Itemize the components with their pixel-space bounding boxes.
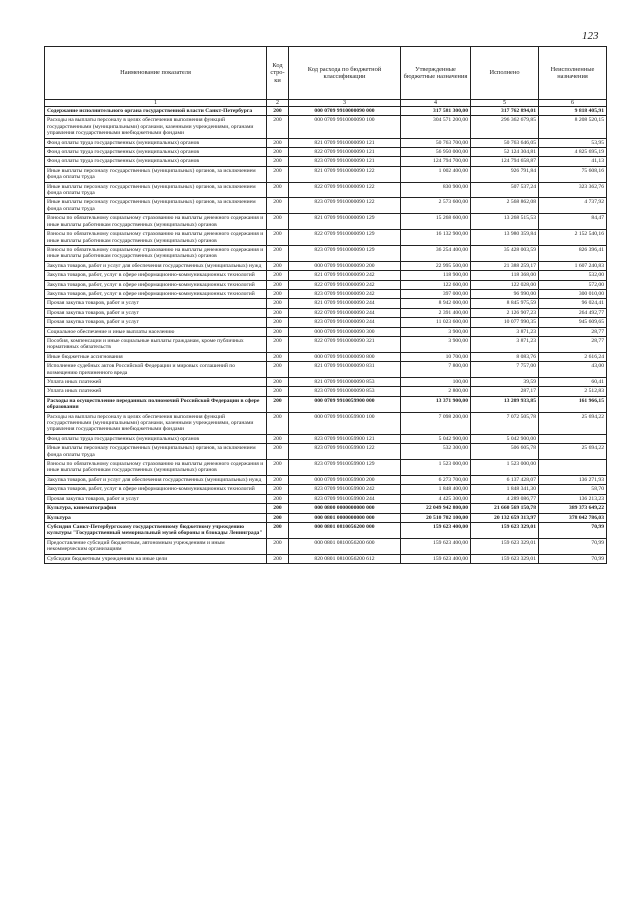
row-unexecuted: 389 373 649,22 — [539, 504, 607, 513]
row-executed: 5 042 900,00 — [471, 434, 539, 443]
row-name: Прочая закупка товаров, работ и услуг — [45, 299, 267, 308]
row-expense-code: 821 0709 9910000090 244 — [289, 299, 401, 308]
row-expense-code: 823 0709 9910059900 121 — [289, 434, 401, 443]
row-line-code: 200 — [267, 460, 289, 476]
row-expense-code: 821 0709 9910000090 853 — [289, 378, 401, 387]
row-name: Иные выплаты персоналу государственных (муниципальных) органов, за исключением фонда оплаты труда — [45, 182, 267, 198]
column-numbers-row — [45, 100, 607, 107]
row-expense-code: 821 0709 9910000090 121 — [289, 138, 401, 147]
row-unexecuted — [539, 460, 607, 476]
row-line-code: 200 — [267, 230, 289, 246]
row-line-code: 200 — [267, 504, 289, 513]
row-line-code: 200 — [267, 522, 289, 538]
row-name: Закупка товаров, работ и услуг для обеспечения государственных (муниципальных) нужд — [45, 261, 267, 270]
row-line-code: 200 — [267, 245, 289, 261]
row-executed: 21 660 569 150,78 — [471, 504, 539, 513]
row-approved: 159 623 400,00 — [401, 554, 471, 563]
row-executed: 122 028,00 — [471, 280, 539, 289]
header-unexecuted: Неисполненные назначения — [539, 47, 607, 100]
row-line-code: 200 — [267, 299, 289, 308]
row-expense-code: 823 0709 9910000090 121 — [289, 157, 401, 166]
row-unexecuted: 41,13 — [539, 157, 607, 166]
row-executed: 13 268 515,53 — [471, 214, 539, 230]
row-expense-code: 823 0709 9910000090 853 — [289, 387, 401, 396]
header-name: Наименование показателя — [45, 47, 267, 100]
row-name: Расходы на выплаты персоналу в целях обеспечения выполнения функций государственными (муниципальными) органами, казенными учреждениями, органами управления государственными внебюджетными фондами — [45, 116, 267, 138]
table-row — [45, 289, 607, 298]
column-number: 6 — [539, 100, 607, 107]
row-name: Фонд оплаты труда государственных (муниципальных) органов — [45, 157, 267, 166]
row-name: Закупка товаров, работ, услуг в сфере информационно-коммуникационных технологий — [45, 271, 267, 280]
row-expense-code: 823 0709 9910059900 242 — [289, 485, 401, 494]
row-executed: 13 980 359,84 — [471, 230, 539, 246]
row-expense-code: 000 0709 9910000090 200 — [289, 261, 401, 270]
row-name: Закупка товаров, работ, услуг в сфере информационно-коммуникационных технологий — [45, 280, 267, 289]
row-executed: 159 623 329,01 — [471, 538, 539, 554]
row-approved: 5 042 900,00 — [401, 434, 471, 443]
row-executed: 3 871,23 — [471, 327, 539, 336]
table-row — [45, 327, 607, 336]
row-unexecuted: 28,77 — [539, 336, 607, 352]
row-line-code: 200 — [267, 387, 289, 396]
row-unexecuted: 4 825 695,19 — [539, 148, 607, 157]
table-row — [45, 148, 607, 157]
table-header — [45, 47, 607, 100]
row-unexecuted: 323 362,76 — [539, 182, 607, 198]
table-row — [45, 230, 607, 246]
row-line-code: 200 — [267, 412, 289, 434]
row-approved: 1 848 400,00 — [401, 485, 471, 494]
row-expense-code: 821 0709 9910000090 129 — [289, 214, 401, 230]
row-name: Прочая закупка товаров, работ и услуг — [45, 494, 267, 503]
row-expense-code: 000 0709 9910059900 100 — [289, 412, 401, 434]
table-row — [45, 362, 607, 378]
row-approved: 10 700,00 — [401, 352, 471, 361]
row-line-code: 200 — [267, 494, 289, 503]
budget-execution-table — [44, 46, 607, 564]
table-row — [45, 444, 607, 460]
row-expense-code: 822 0709 9910000090 321 — [289, 336, 401, 352]
row-expense-code: 821 0709 9910000090 831 — [289, 362, 401, 378]
table-row — [45, 336, 607, 352]
row-line-code: 200 — [267, 166, 289, 182]
row-executed: 124 794 658,87 — [471, 157, 539, 166]
row-approved: 4 425 300,00 — [401, 494, 471, 503]
table-row — [45, 554, 607, 563]
table-row — [45, 538, 607, 554]
row-line-code: 200 — [267, 434, 289, 443]
table-row — [45, 299, 607, 308]
row-expense-code: 823 0709 9910000090 129 — [289, 245, 401, 261]
table-row — [45, 412, 607, 434]
row-line-code: 200 — [267, 182, 289, 198]
row-executed: 506 605,78 — [471, 444, 539, 460]
row-line-code: 200 — [267, 289, 289, 298]
header-line-code: Код стро-ки — [267, 47, 289, 100]
row-name: Иные выплаты персоналу государственных (муниципальных) органов, за исключением фонда оплаты труда — [45, 166, 267, 182]
row-unexecuted: 43,00 — [539, 362, 607, 378]
table-row — [45, 261, 607, 270]
row-executed: 2 568 862,08 — [471, 198, 539, 214]
table-row — [45, 116, 607, 138]
row-approved: 22 049 942 800,00 — [401, 504, 471, 513]
row-expense-code: 823 0709 9910000090 242 — [289, 289, 401, 298]
row-expense-code: 000 0800 0000000000 000 — [289, 504, 401, 513]
table-row — [45, 378, 607, 387]
row-name: Уплата иных платежей — [45, 378, 267, 387]
row-approved: 8 942 000,00 — [401, 299, 471, 308]
row-name: Взносы по обязательному социальному страхованию на выплаты денежного содержания и иные выплаты работникам государственных (муниципальных) органов — [45, 214, 267, 230]
row-line-code: 200 — [267, 107, 289, 116]
row-expense-code: 000 0709 9910000090 800 — [289, 352, 401, 361]
row-expense-code: 823 0709 9910059900 244 — [289, 494, 401, 503]
row-unexecuted: 25 694,22 — [539, 444, 607, 460]
row-approved: 304 571 200,00 — [401, 116, 471, 138]
row-line-code: 200 — [267, 513, 289, 522]
row-unexecuted: 84,47 — [539, 214, 607, 230]
row-approved: 6 273 700,00 — [401, 475, 471, 484]
row-executed: 10 077 990,35 — [471, 318, 539, 327]
row-executed: 8 083,76 — [471, 352, 539, 361]
row-approved: 100,00 — [401, 378, 471, 387]
row-name: Социальное обеспечение и иные выплаты населению — [45, 327, 267, 336]
row-name: Взносы по обязательному социальному страхованию на выплаты денежного содержания и иные выплаты работникам государственных (муниципальных) органов — [45, 460, 267, 476]
table-row — [45, 198, 607, 214]
row-executed: 2 126 907,23 — [471, 308, 539, 317]
row-approved: 830 900,00 — [401, 182, 471, 198]
row-expense-code: 822 0709 9910000090 121 — [289, 148, 401, 157]
row-name: Уплата иных платежей — [45, 387, 267, 396]
row-expense-code: 823 0709 9910000090 122 — [289, 198, 401, 214]
row-expense-code: 822 0709 9910000090 242 — [289, 280, 401, 289]
row-executed: 13 209 933,85 — [471, 396, 539, 412]
row-name: Пособия, компенсации и иные социальные выплаты гражданам, кроме публичных нормативных обязательств — [45, 336, 267, 352]
row-executed: 926 791,84 — [471, 166, 539, 182]
row-executed: 1 523 000,00 — [471, 460, 539, 476]
table-row — [45, 271, 607, 280]
table-row — [45, 434, 607, 443]
row-line-code: 200 — [267, 198, 289, 214]
column-number: 4 — [401, 100, 471, 107]
row-line-code: 200 — [267, 261, 289, 270]
row-expense-code: 820 0801 0810056200 612 — [289, 554, 401, 563]
row-unexecuted: 70,99 — [539, 554, 607, 563]
row-expense-code: 000 0709 9910000090 100 — [289, 116, 401, 138]
row-approved: 2 573 600,00 — [401, 198, 471, 214]
table-row — [45, 308, 607, 317]
row-name: Иные выплаты персоналу государственных (муниципальных) органов, за исключением фонда оплаты труда — [45, 198, 267, 214]
row-unexecuted: 826 396,41 — [539, 245, 607, 261]
table-row — [45, 352, 607, 361]
row-approved: 3 900,00 — [401, 327, 471, 336]
row-line-code: 200 — [267, 554, 289, 563]
row-approved: 1 002 400,00 — [401, 166, 471, 182]
row-line-code: 200 — [267, 116, 289, 138]
row-expense-code: 823 0709 9910000090 244 — [289, 318, 401, 327]
table-row — [45, 214, 607, 230]
row-expense-code: 821 0709 9910000090 242 — [289, 271, 401, 280]
row-approved: 7 098 200,00 — [401, 412, 471, 434]
row-unexecuted: 70,99 — [539, 522, 607, 538]
row-unexecuted: 2 616,24 — [539, 352, 607, 361]
row-unexecuted: 161 966,15 — [539, 396, 607, 412]
row-name: Предоставление субсидий бюджетным, автономным учреждениям и иным некоммерческим организациям — [45, 538, 267, 554]
row-approved: 2 800,00 — [401, 387, 471, 396]
row-executed: 3 871,23 — [471, 336, 539, 352]
row-executed: 35 428 003,59 — [471, 245, 539, 261]
row-executed: 39,59 — [471, 378, 539, 387]
table-row — [45, 166, 607, 182]
row-expense-code: 000 0709 9910000090 300 — [289, 327, 401, 336]
row-name: Иные бюджетные ассигнования — [45, 352, 267, 361]
row-unexecuted: 75 608,16 — [539, 166, 607, 182]
row-unexecuted: 25 694,22 — [539, 412, 607, 434]
row-unexecuted: 8 208 520,15 — [539, 116, 607, 138]
row-unexecuted — [539, 434, 607, 443]
row-unexecuted: 53,95 — [539, 138, 607, 147]
row-unexecuted: 2 152 540,16 — [539, 230, 607, 246]
table-row — [45, 475, 607, 484]
row-name: Закупка товаров, работ и услуг для обеспечения государственных (муниципальных) нужд — [45, 475, 267, 484]
column-number: 5 — [471, 100, 539, 107]
row-expense-code: 000 0801 0810056200 600 — [289, 538, 401, 554]
row-executed: 96 990,00 — [471, 289, 539, 298]
table-row — [45, 157, 607, 166]
row-approved: 1 523 000,00 — [401, 460, 471, 476]
row-expense-code: 000 0801 0810056200 000 — [289, 522, 401, 538]
row-expense-code: 822 0709 9910000090 129 — [289, 230, 401, 246]
row-executed: 1 848 341,30 — [471, 485, 539, 494]
row-approved: 317 581 300,00 — [401, 107, 471, 116]
row-unexecuted: 2 512,83 — [539, 387, 607, 396]
table-body — [45, 107, 607, 564]
row-name: Содержание исполнительного органа государственной власти Санкт-Петербурга — [45, 107, 267, 116]
row-unexecuted: 9 818 405,91 — [539, 107, 607, 116]
row-unexecuted: 60,41 — [539, 378, 607, 387]
row-executed: 159 623 329,01 — [471, 554, 539, 563]
row-expense-code: 000 0801 0000000000 000 — [289, 513, 401, 522]
header-expense-code: Код расхода по бюджетной классификации — [289, 47, 401, 100]
table-row — [45, 460, 607, 476]
row-approved: 397 000,00 — [401, 289, 471, 298]
row-unexecuted: 300 010,00 — [539, 289, 607, 298]
column-number: 1 — [45, 100, 267, 107]
row-expense-code: 822 0709 9910000090 122 — [289, 182, 401, 198]
row-name: Культура — [45, 513, 267, 522]
row-line-code: 200 — [267, 444, 289, 460]
row-approved: 56 950 000,00 — [401, 148, 471, 157]
row-expense-code: 000 0709 9910059900 000 — [289, 396, 401, 412]
row-unexecuted: 58,70 — [539, 485, 607, 494]
row-executed: 296 362 679,85 — [471, 116, 539, 138]
row-line-code: 200 — [267, 138, 289, 147]
table-row — [45, 396, 607, 412]
row-expense-code: 823 0709 9910059900 122 — [289, 444, 401, 460]
row-expense-code: 000 0709 9910059900 200 — [289, 475, 401, 484]
row-approved: 118 900,00 — [401, 271, 471, 280]
row-expense-code: 823 0709 9910059900 129 — [289, 460, 401, 476]
table-row — [45, 513, 607, 522]
row-approved: 3 900,00 — [401, 336, 471, 352]
row-executed: 21 388 259,17 — [471, 261, 539, 270]
page-number: 123 — [582, 30, 599, 42]
row-executed: 20 132 659 313,97 — [471, 513, 539, 522]
row-line-code: 200 — [267, 271, 289, 280]
row-unexecuted: 96 024,41 — [539, 299, 607, 308]
row-approved: 159 623 400,00 — [401, 522, 471, 538]
row-line-code: 200 — [267, 308, 289, 317]
row-line-code: 200 — [267, 280, 289, 289]
table-row — [45, 107, 607, 116]
row-expense-code: 822 0709 9910000090 244 — [289, 308, 401, 317]
row-name: Расходы на выплаты персоналу в целях обеспечения выполнения функций государственными (муниципальными) органами, казенными учреждениями, органами управления государственными внебюджетными фондами — [45, 412, 267, 434]
row-approved: 159 623 400,00 — [401, 538, 471, 554]
row-approved: 532 300,00 — [401, 444, 471, 460]
row-executed: 118 368,00 — [471, 271, 539, 280]
row-unexecuted: 70,99 — [539, 538, 607, 554]
row-executed: 6 137 428,07 — [471, 475, 539, 484]
row-unexecuted: 1 607 240,83 — [539, 261, 607, 270]
row-name: Фонд оплаты труда государственных (муниципальных) органов — [45, 138, 267, 147]
row-approved: 13 371 900,00 — [401, 396, 471, 412]
table-row — [45, 138, 607, 147]
row-name: Прочая закупка товаров, работ и услуг — [45, 318, 267, 327]
row-approved: 2 391 400,00 — [401, 308, 471, 317]
row-unexecuted: 136 271,93 — [539, 475, 607, 484]
row-line-code: 200 — [267, 538, 289, 554]
row-name: Закупка товаров, работ, услуг в сфере информационно-коммуникационных технологий — [45, 485, 267, 494]
row-executed: 8 845 975,59 — [471, 299, 539, 308]
row-approved: 36 254 400,00 — [401, 245, 471, 261]
row-line-code: 200 — [267, 475, 289, 484]
row-line-code: 200 — [267, 318, 289, 327]
row-approved: 122 600,00 — [401, 280, 471, 289]
table-row — [45, 485, 607, 494]
row-approved: 124 794 700,00 — [401, 157, 471, 166]
row-name: Взносы по обязательному социальному страхованию на выплаты денежного содержания и иные выплаты работникам государственных (муниципальных) органов — [45, 245, 267, 261]
row-name: Субсидии бюджетным учреждениям на иные цели — [45, 554, 267, 563]
row-executed: 4 289 086,77 — [471, 494, 539, 503]
row-unexecuted: 4 737,92 — [539, 198, 607, 214]
table-row — [45, 245, 607, 261]
row-name: Взносы по обязательному социальному страхованию на выплаты денежного содержания и иные выплаты работникам государственных (муниципальных) органов — [45, 230, 267, 246]
row-unexecuted: 264 492,77 — [539, 308, 607, 317]
row-unexecuted: 532,00 — [539, 271, 607, 280]
row-executed: 7 757,00 — [471, 362, 539, 378]
row-unexecuted: 28,77 — [539, 327, 607, 336]
row-approved: 15 268 600,00 — [401, 214, 471, 230]
row-approved: 16 132 900,00 — [401, 230, 471, 246]
row-unexecuted: 136 213,23 — [539, 494, 607, 503]
table-row — [45, 504, 607, 513]
header-executed: Исполнено — [471, 47, 539, 100]
row-name: Субсидия Санкт-Петербургскому государственному бюджетному учреждению культуры "Государственный мемориальный музей обороны и блокады Ленинграда" — [45, 522, 267, 538]
header-approved: Утвержденные бюджетные назначения — [401, 47, 471, 100]
row-line-code: 200 — [267, 362, 289, 378]
row-approved: 50 763 700,00 — [401, 138, 471, 147]
row-line-code: 200 — [267, 378, 289, 387]
row-name: Закупка товаров, работ, услуг в сфере информационно-коммуникационных технологий — [45, 289, 267, 298]
row-name: Исполнение судебных актов Российской Федерации и мировых соглашений по возмещению причиненного вреда — [45, 362, 267, 378]
row-approved: 22 995 500,00 — [401, 261, 471, 270]
table-row — [45, 387, 607, 396]
row-line-code: 200 — [267, 336, 289, 352]
row-unexecuted: 572,00 — [539, 280, 607, 289]
row-name: Фонд оплаты труда государственных (муниципальных) органов — [45, 148, 267, 157]
row-approved: 20 510 702 100,00 — [401, 513, 471, 522]
row-name: Расходы на осуществление переданных полномочий Российской Федерации в сфере образования — [45, 396, 267, 412]
row-approved: 11 023 600,00 — [401, 318, 471, 327]
row-expense-code: 000 0709 9910000090 000 — [289, 107, 401, 116]
row-executed: 507 537,24 — [471, 182, 539, 198]
column-number: 2 — [267, 100, 289, 107]
row-executed: 50 763 646,05 — [471, 138, 539, 147]
row-line-code: 200 — [267, 352, 289, 361]
row-line-code: 200 — [267, 485, 289, 494]
table-row — [45, 182, 607, 198]
row-executed: 317 762 894,01 — [471, 107, 539, 116]
row-expense-code: 821 0709 9910000090 122 — [289, 166, 401, 182]
row-line-code: 200 — [267, 214, 289, 230]
row-executed: 7 072 505,78 — [471, 412, 539, 434]
row-name: Иные выплаты персоналу государственных (муниципальных) органов, за исключением фонда оплаты труда — [45, 444, 267, 460]
row-approved: 7 800,00 — [401, 362, 471, 378]
row-name: Прочая закупка товаров, работ и услуг — [45, 308, 267, 317]
table-row — [45, 522, 607, 538]
row-executed: 287,17 — [471, 387, 539, 396]
row-name: Культура, кинематография — [45, 504, 267, 513]
row-unexecuted: 378 042 786,03 — [539, 513, 607, 522]
row-executed: 52 124 304,81 — [471, 148, 539, 157]
row-line-code: 200 — [267, 327, 289, 336]
table-row — [45, 318, 607, 327]
row-line-code: 200 — [267, 396, 289, 412]
row-name: Фонд оплаты труда государственных (муниципальных) органов — [45, 434, 267, 443]
table-row — [45, 280, 607, 289]
table-row — [45, 494, 607, 503]
row-line-code: 200 — [267, 148, 289, 157]
row-unexecuted: 945 609,65 — [539, 318, 607, 327]
column-number: 3 — [289, 100, 401, 107]
row-line-code: 200 — [267, 157, 289, 166]
row-executed: 159 623 329,01 — [471, 522, 539, 538]
